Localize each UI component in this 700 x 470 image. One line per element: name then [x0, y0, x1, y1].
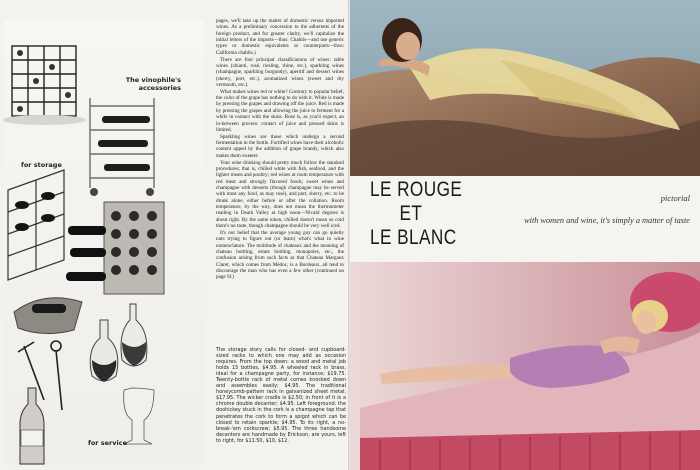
article-paragraph: Sparkling wines are those which undergo a second fermentation in the bottle. Fortified wines have their alcoholic content upped by the addition of grape brandy, which also makes them sweeter. [216, 133, 344, 159]
chaise-photo-illustration [350, 262, 700, 470]
title-line-le-rouge: LE ROUGE [370, 178, 463, 201]
caption-service: for service [88, 439, 127, 447]
article-title [370, 178, 490, 250]
caption-vinophile: The vinophile's accessories [125, 76, 181, 92]
article-paragraph: There are four principal classifications of wines: table wines (chianti, rosé, riesling, rhine, etc.), sparkling wines (champagne, sparkling burgundy), aperitif and dessert wines (sherry, port, etc.), aromatized wines (sweet and dry vermouth, etc.). [216, 56, 344, 88]
caption-storage: for storage [21, 161, 62, 169]
photo-woman-on-rocks [350, 0, 700, 176]
wine-accessories-photo [4, 20, 204, 465]
photo-woman-on-chaise [350, 262, 700, 470]
article-paragraph: pages, we'll take up the matter of domestic versus imported wines. As a preliminary concession to the adherents of the foreign product, and for greater clarity, we'll capitalize the initial letters of the imports—thus: Chablis—and use generic types or domestic equivalents or counterparts—thus: California chablis.) [216, 18, 344, 56]
rocks-photo-illustration [350, 0, 700, 176]
title-line-le-blanc: LE BLANC [370, 226, 457, 249]
product-caption: The storage story calls for closed- and cupboard-sized racks to which one may add as occasion requires. From the top down: a wood and metal job holds 15 bottles, $4.95. A wheeled rack in brass, ideal for a champagne party, for instance; $19.75. Twenty-bottle rack of metal comes knocked down and assembles easily; $4.95. The traditional honeycomb-pattern rack in galvanized sheet metal; $17.95. The wicker cradle is $2.50; in front of it is a chrome double decanter; $4.95. Left foreground: the doohickey stuck in the cork is a champagne tap that penetrates the cork to form a spigot which can be closed to retain sparkle; $4.95. To its right, a no-break-'em corkscrew; $5.95. The three handsome decanters are handmade by Erickson, are yours, left to right, for $11.50, $10, $12. [216, 347, 346, 444]
right-page [350, 0, 700, 470]
section-kicker: pictorial [660, 193, 690, 203]
article-paragraph: What makes wines red or white? Contrary to popular belief, the color of the grape has nothing to do with it. White is made by pressing the grapes and drawing off the juice. Red is made by pressing the grapes and allowing the juice to ferment for a while in contact with the skins. Rosé is, as you'd expect, an in-between process: contact of juice and pressed skins is limited. [216, 88, 344, 133]
article-subtitle: with women and wine, it's simply a matter of taste [524, 216, 690, 225]
article-paragraph: It's our belief that the average young guy can go quietly nuts trying to figure out (or learn) what's what in wine nomenclature. The multitude of chateaux and the meaning of chateau bottling, estate bottling, monopoles, etc., the confusion arising from such facts as that Chateau Margaux Claret, which comes from Médoc, is a Bordeaux, all tend to discourage the man who has even a few other (continued on page 91) [216, 229, 344, 281]
article-body [216, 18, 344, 281]
title-line-et: ET [399, 202, 423, 225]
article-paragraph: Your wine drinking should pretty much follow the standard procedures; that is, chilled white with fish, seafood, and the lighter meats and poultry; red wines at room temperature with red meat and strongly flavored foods; sweet wines and champagne with desserts (though champagne may be served with most any food, as may rosé), and port, sherry, etc. to be drunk alone, either before or after the collation. Room temperature, by the way, does not mean the thermometer reading in Death Valley at high noon—Nivald degrees is about right. By the same token, chilled doesn't mean so cold there's no taste, though champagne should be very well iced. [216, 159, 344, 229]
